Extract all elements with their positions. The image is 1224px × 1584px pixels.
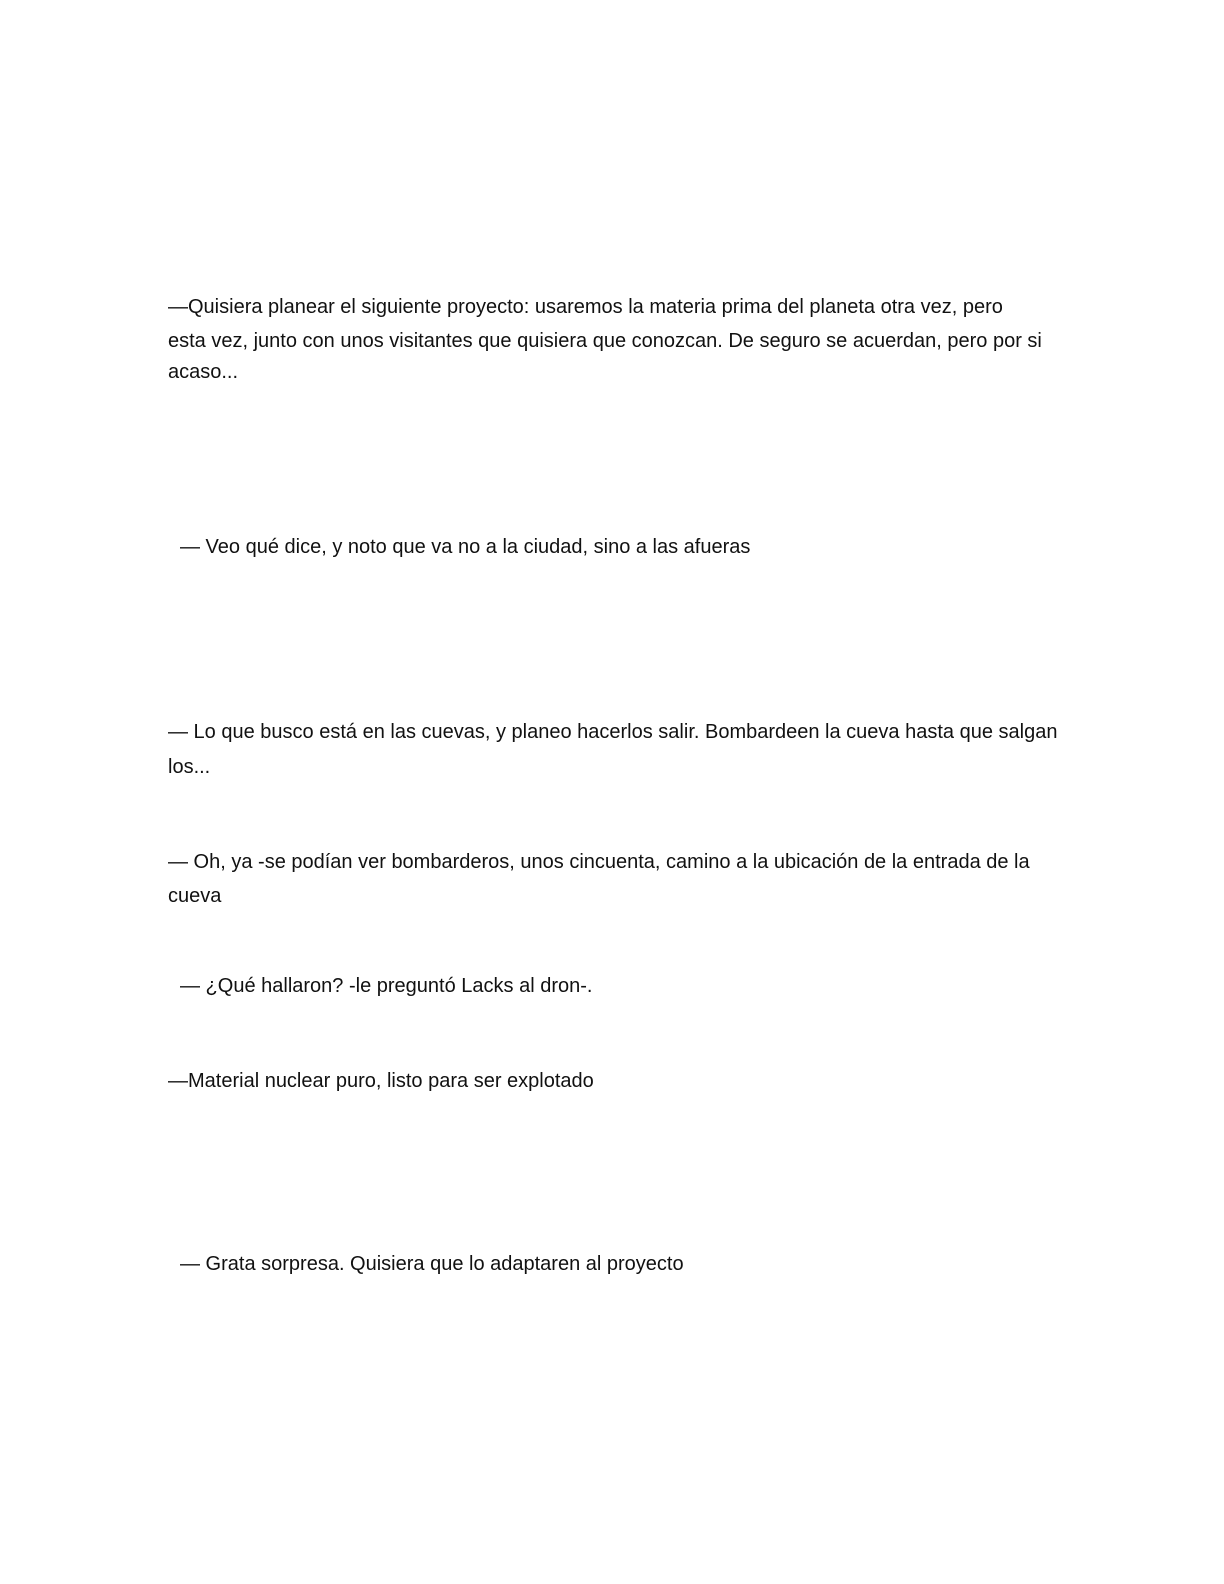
- paragraph-7: [180, 1248, 1060, 1280]
- paragraph-3-line-1: — Lo que busco está en las cuevas, y planeo hacerlos salir. Bombardeen la cueva hasta que salgan: [168, 721, 1058, 743]
- paragraph-1-line-2: esta vez, junto con unos visitantes que quisiera que conozcan. De seguro se acuerdan, pero por si: [168, 330, 1042, 352]
- paragraph-7-line-1: — Grata sorpresa. Quisiera que lo adaptaren al proyecto: [180, 1253, 684, 1275]
- paragraph-6-line-1: —Material nuclear puro, listo para ser explotado: [168, 1070, 594, 1092]
- paragraph-2: [180, 531, 1060, 563]
- paragraph-4-line-2: cueva: [168, 885, 222, 907]
- paragraph-2-line-1: — Veo qué dice, y noto que va no a la ciudad, sino a las afueras: [180, 536, 751, 558]
- paragraph-1: [168, 291, 1048, 385]
- paragraph-5-line-1: — ¿Qué hallaron? -le preguntó Lacks al dron-.: [180, 975, 593, 997]
- paragraph-4: [168, 846, 1048, 914]
- paragraph-3: [168, 716, 1058, 786]
- paragraph-3-line-2: los...: [168, 756, 211, 778]
- paragraph-1-line-3: acaso...: [168, 361, 239, 383]
- paragraph-1-line-1: —Quisiera planear el siguiente proyecto: usaremos la materia prima del planeta otra vez, pero: [168, 296, 1003, 318]
- paragraph-4-line-1: — Oh, ya -se podían ver bombarderos, unos cincuenta, camino a la ubicación de la entrada de la: [168, 851, 1030, 873]
- paragraph-6: [168, 1065, 1048, 1097]
- paragraph-5: [180, 970, 1060, 1002]
